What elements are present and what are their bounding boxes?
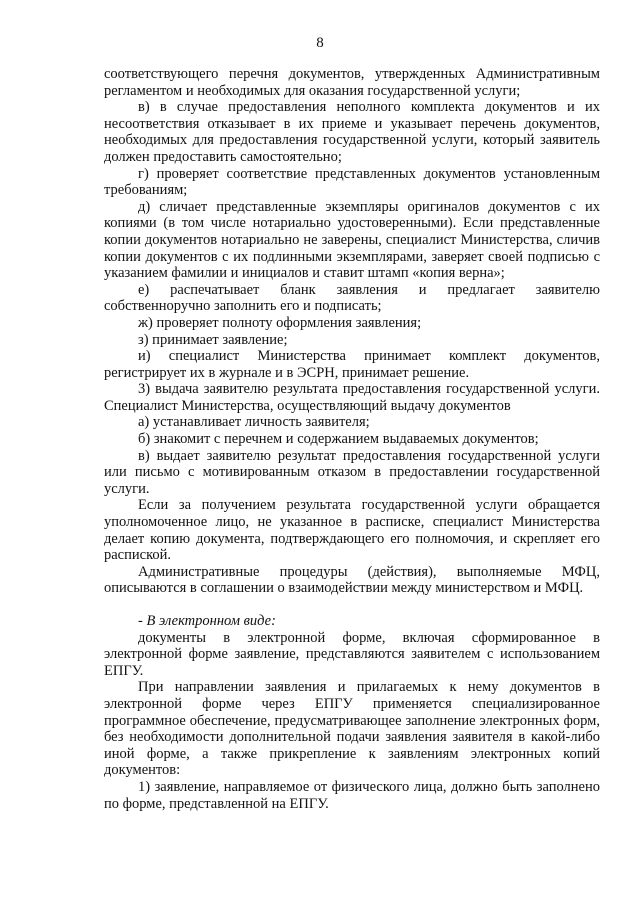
paragraph: и) специалист Министерства принимает комплект документов, регистрирует их в журнале и в ЭСРН, принимает решение. — [104, 348, 600, 381]
paragraph: а) устанавливает личность заявителя; — [138, 414, 370, 431]
paragraph: г) проверяет соответствие представленных документов установленным требованиям; — [104, 165, 600, 199]
paragraph: д) сличает представленные экземпляры оригиналов документов с их копиями (в том числе нотариально удостоверенными). Если представленные копии документов нотариально не заверены, специалист Министерства, сличив копии документов с их подлинными экземплярами, заверяет своей подписью с указанием фамилии и инициалов и ставит штамп «копия верна»; — [104, 198, 600, 282]
document-body — [104, 66, 600, 812]
paragraph: Административные процедуры (действия), выполняемые МФЦ, описываются в соглашении о взаимодействии между министерством и МФЦ. — [104, 563, 600, 597]
paragraph: в) выдает заявителю результат предоставления государственной услуги или письмо с мотивированным отказом в предоставлении государственной услуги. — [104, 447, 600, 497]
paragraph: 3) выдача заявителю результата предоставления государственной услуги. Специалист Министерства, осуществляющий выдачу документов — [104, 381, 600, 414]
paragraph: соответствующего перечня документов, утвержденных Административным регламентом и необходимых для оказания государственной услуги; — [104, 66, 600, 99]
paragraph: б) знакомит с перечнем и содержанием выдаваемых документов; — [138, 431, 539, 448]
paragraph: з) принимает заявление; — [138, 331, 288, 348]
paragraph: документы в электронной форме, включая сформированное в электронной форме заявление, представляются заявителем с использованием ЕПГУ. — [104, 629, 600, 679]
page-number: 8 — [316, 35, 324, 51]
paragraph: Если за получением результата государственной услуги обращается уполномоченное лицо, не указанное в расписке, специалист Министерства делает копию документа, подтверждающего его полномочия, и скрепляет его распиской. — [104, 497, 600, 564]
section-heading: - В электронном виде: — [138, 613, 276, 629]
paragraph: в) в случае предоставления неполного комплекта документов и их несоответствия отказывает в их приеме и указывает перечень документов, необходимых для предоставления государственной услуги, который заявитель должен предоставить самостоятельно; — [104, 99, 600, 165]
paragraph: е) распечатывает бланк заявления и предлагает заявителю собственноручно заполнить его и подписать; — [104, 281, 600, 315]
paragraph: ж) проверяет полноту оформления заявления; — [138, 314, 422, 331]
paragraph: 1) заявление, направляемое от физического лица, должно быть заполнено по форме, представленной на ЕПГУ. — [104, 778, 600, 812]
paragraph: При направлении заявления и прилагаемых к нему документов в электронной форме через ЕПГУ применяется специализированное программное обеспечение, предусматривающее заполнение электронных форм, без необходимости дополнительной подачи заявления заявителя в какой-либо иной форме, а также прикрепление к заявлениям электронных копий документов: — [104, 679, 600, 779]
